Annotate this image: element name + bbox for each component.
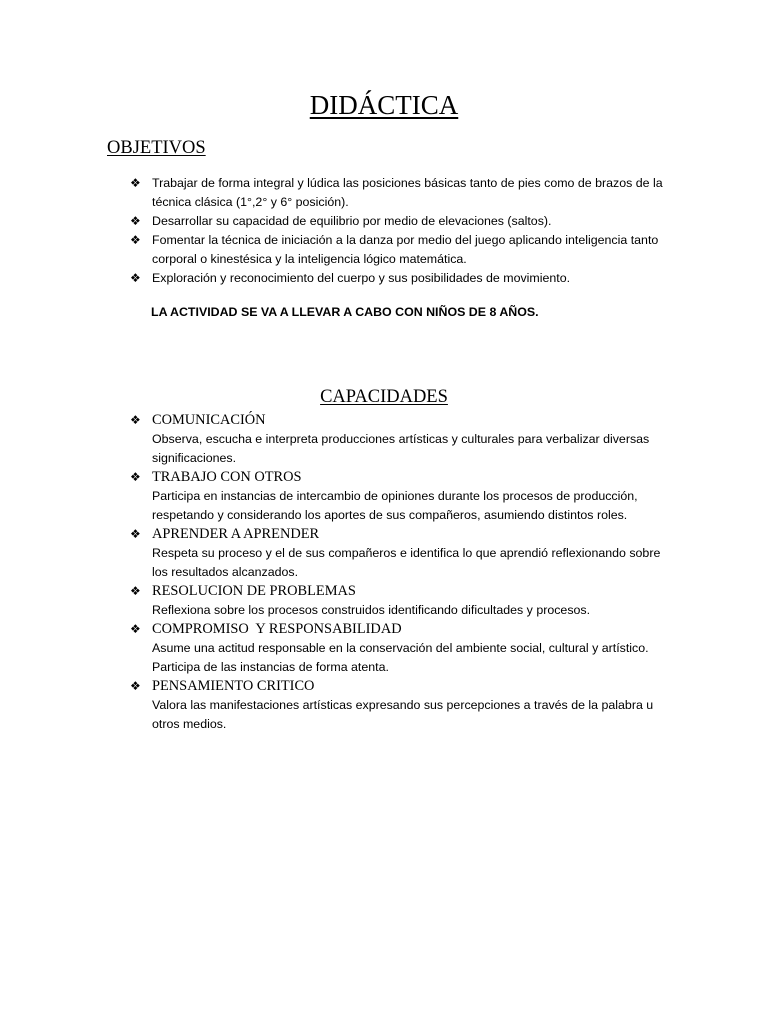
capacidad-desc: Observa, escucha e interpreta producciones artísticas y culturales para verbalizar diversas significaciones.	[152, 432, 650, 465]
diamond-bullet-icon: ❖	[130, 584, 141, 598]
diamond-bullet-icon: ❖	[130, 679, 141, 693]
diamond-bullet-icon: ❖	[130, 413, 141, 427]
diamond-bullet-icon: ❖	[130, 214, 141, 228]
capacidades-heading: CAPACIDADES	[320, 387, 448, 407]
objetivo-item	[130, 231, 670, 269]
capacidad-item	[130, 411, 670, 468]
capacidad-name: APRENDER A APRENDER	[152, 526, 320, 542]
capacidad-name: COMPROMISO Y RESPONSABILIDAD	[152, 621, 402, 637]
diamond-bullet-icon: ❖	[130, 470, 141, 484]
capacidad-item	[130, 620, 670, 677]
capacidad-item	[130, 468, 670, 525]
diamond-bullet-icon: ❖	[130, 176, 141, 190]
capacidad-item	[130, 525, 670, 582]
objetivo-text: Fomentar la técnica de iniciación a la danza por medio del juego aplicando inteligencia tanto corporal o kinestésica y la inteligencia lógico matemática.	[152, 233, 659, 266]
capacidad-desc: Asume una actitud responsable en la conservación del ambiente social, cultural y artístico. Participa de las instancias de forma atenta.	[152, 641, 649, 674]
capacidad-name: PENSAMIENTO CRITICO	[152, 678, 315, 694]
objetivos-list	[130, 174, 670, 288]
page-title: DIDÁCTICA	[309, 90, 459, 120]
capacidad-desc: Valora las manifestaciones artísticas expresando sus percepciones a través de la palabra u otros medios.	[152, 698, 654, 731]
objetivo-text: Desarrollar su capacidad de equilibrio por medio de elevaciones (saltos).	[152, 214, 552, 228]
objetivos-heading: OBJETIVOS	[107, 138, 206, 158]
capacidad-desc: Participa en instancias de intercambio de opiniones durante los procesos de producción, respetando y considerando los aportes de sus compañeros, asumiendo distintos roles.	[152, 489, 638, 522]
diamond-bullet-icon: ❖	[130, 233, 141, 247]
objetivo-item	[130, 269, 670, 288]
activity-note: LA ACTIVIDAD SE VA A LLEVAR A CABO CON NIÑOS DE 8 AÑOS.	[151, 305, 539, 319]
capacidad-item	[130, 582, 670, 620]
capacidad-item	[130, 677, 670, 734]
objetivo-item	[130, 212, 670, 231]
capacidad-desc: Reflexiona sobre los procesos construidos identificando dificultades y procesos.	[152, 603, 591, 617]
capacidad-name: TRABAJO CON OTROS	[152, 469, 302, 485]
objetivo-text: Trabajar de forma integral y lúdica las posiciones básicas tanto de pies como de brazos de la técnica clásica (1°,2° y 6° posición).	[152, 176, 663, 209]
diamond-bullet-icon: ❖	[130, 527, 141, 541]
capacidad-desc: Respeta su proceso y el de sus compañeros e identifica lo que aprendió reflexionando sobre los resultados alcanzados.	[152, 546, 661, 579]
diamond-bullet-icon: ❖	[130, 622, 141, 636]
diamond-bullet-icon: ❖	[130, 271, 141, 285]
objetivo-text: Exploración y reconocimiento del cuerpo y sus posibilidades de movimiento.	[152, 271, 571, 285]
objetivo-item	[130, 174, 670, 212]
capacidades-list	[130, 411, 670, 734]
capacidad-name: COMUNICACIÓN	[152, 412, 266, 428]
capacidad-name: RESOLUCION DE PROBLEMAS	[152, 583, 356, 599]
